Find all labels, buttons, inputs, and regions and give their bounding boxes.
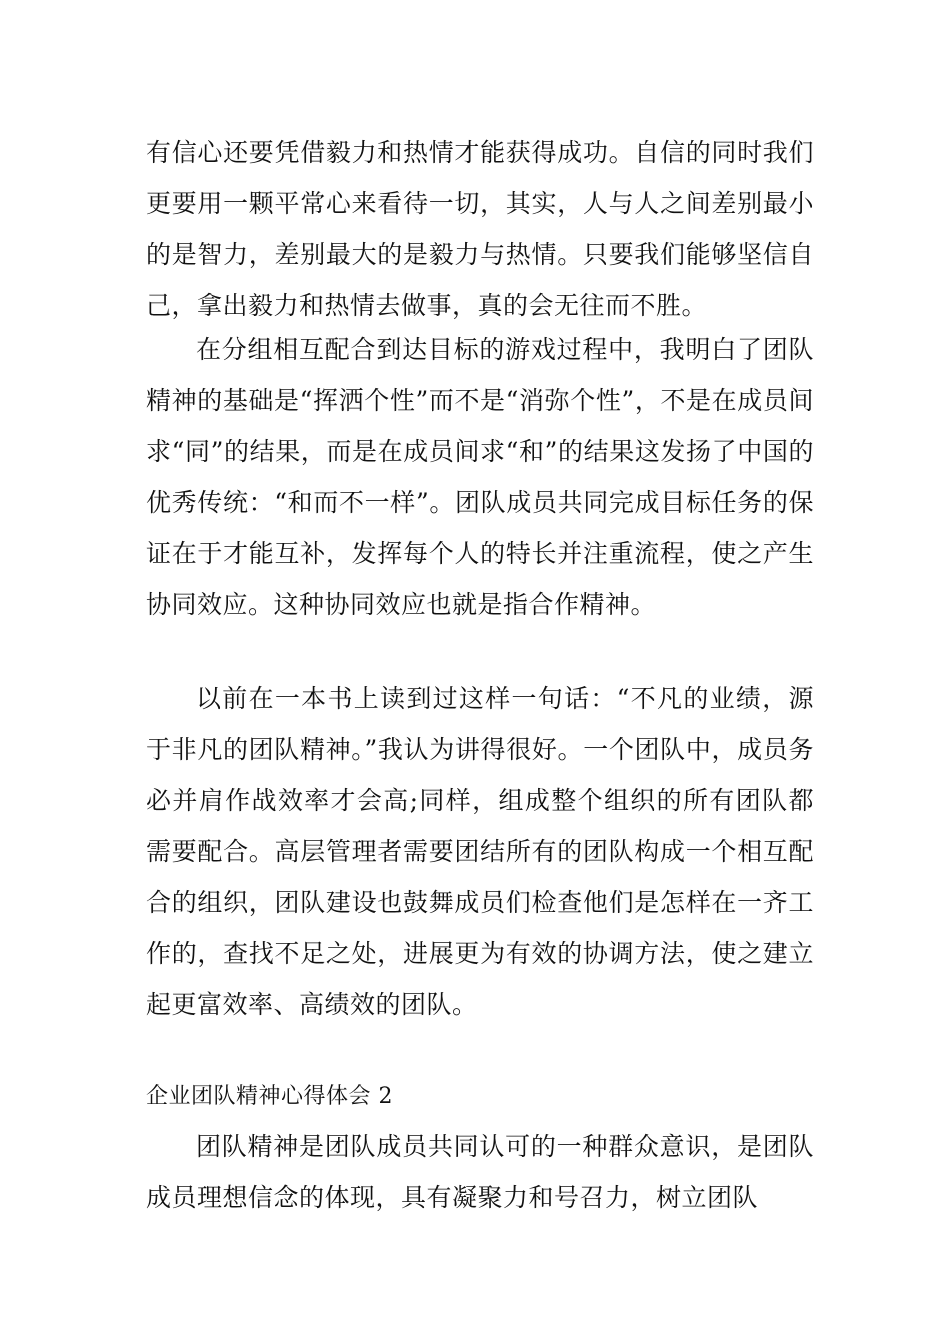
section-heading: 企业团队精神心得体会 2 <box>146 1084 393 1109</box>
paragraph-team-spirit-game: 在分组相互配合到达目标的游戏过程中，我明白了团队精神的基础是“挥洒个性”而不是“消弥个性”，不是在成员间求“同”的结果，而是在成员间求“和”的结果这发扬了中国的优秀传统：“和而不一样”。团队成员共同完成目标任务的保证在于才能互补，发挥每个人的特长并注重流程，使之产生协同效应。这种协同效应也就是指合作精神。 <box>146 335 814 619</box>
paragraph-continued: 有信心还要凭借毅力和热情才能获得成功。自信的同时我们更要用一颗平常心来看待一切，其实，人与人之间差别最小的是智力，差别最大的是毅力与热情。只要我们能够坚信自己，拿出毅力和热情去做事，真的会无往而不胜。 <box>146 138 814 320</box>
paragraph-book-quote: 以前在一本书上读到过这样一句话：“不凡的业绩，源于非凡的团队精神。”我认为讲得很好。一个团队中，成员务必并肩作战效率才会高;同样，组成整个组织的所有团队都需要配合。高层管理者需要团结所有的团队构成一个相互配合的组织，团队建设也鼓舞成员们检查他们是怎样在一齐工作的，查找不足之处，进展更为有效的协调方法，使之建立起更富效率、高绩效的团队。 <box>146 684 814 1019</box>
section-paragraph: 团队精神是团队成员共同认可的一种群众意识，是团队成员理想信念的体现，具有凝聚力和号召力，树立团队 <box>146 1132 814 1212</box>
